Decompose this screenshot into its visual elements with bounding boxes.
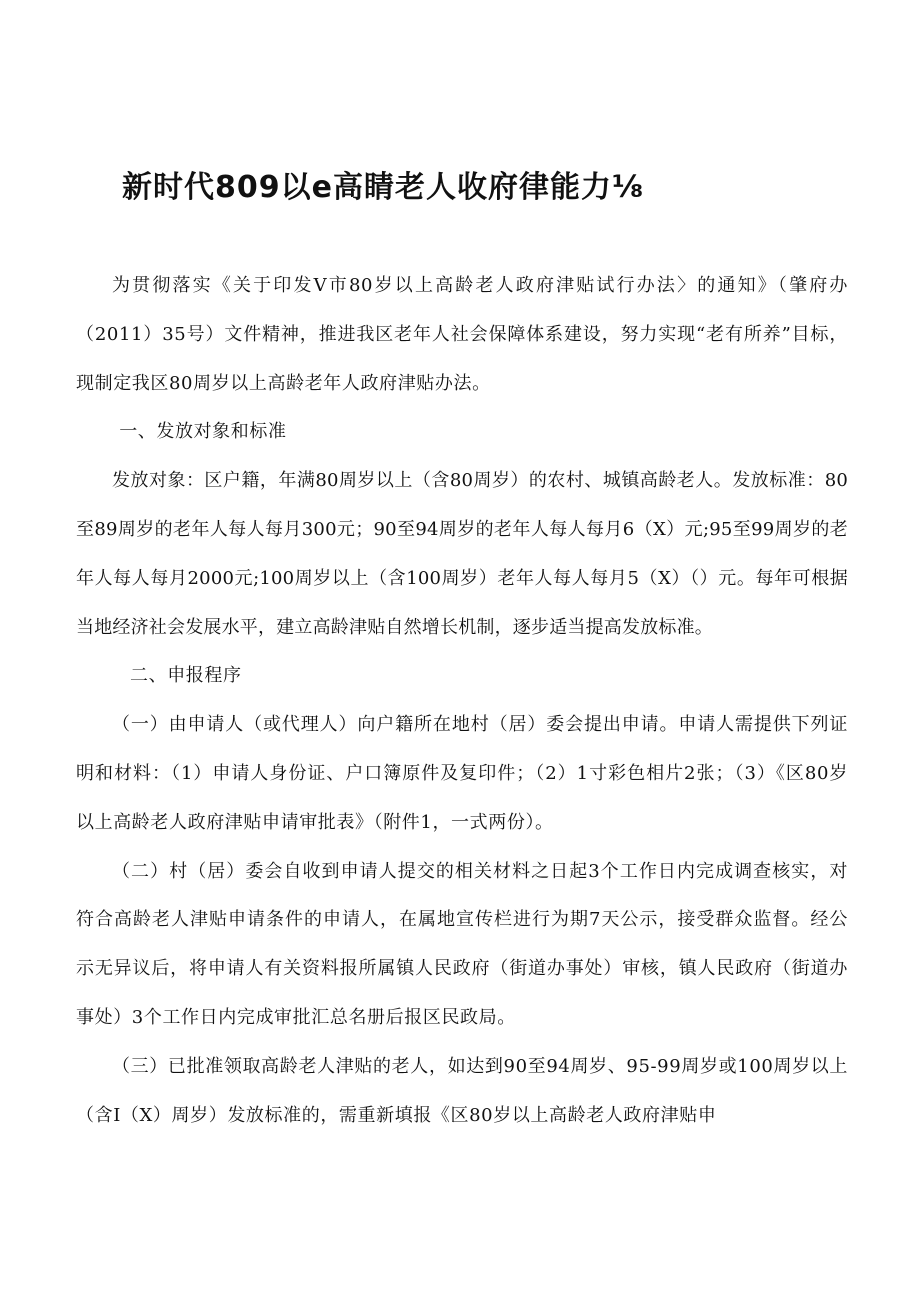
procedure-step-3: （三）已批准领取高龄老人津贴的老人，如达到90至94周岁、95-99周岁或100周岁以上（含I（X）周岁）发放标准的，需重新填报《区80岁以上高龄老人政府津贴申 [76,1055,848,1126]
section-heading-procedure: 二、申报程序 [130,665,242,687]
document-body [76,262,848,1140]
eligibility-paragraph: 发放对象：区户籍，年满80周岁以上（含80周岁）的农村、城镇高龄老人。发放标准：80至89周岁的老年人每人每月300元；90至94周岁的老年人每人每月6（X）元;95至99周岁的老年人每人每月2000元;100周岁以上（含100周岁）老年人每人每月5（X）（）元。每年可根据当地经济社会发展水平，建立高龄津贴自然增长机制，逐步适当提高发放标准。 [76,470,848,638]
procedure-step-1: （一）由申请人（或代理人）向户籍所在地村（居）委会提出申请。申请人需提供下列证明和材料：（1）申请人身份证、户口簿原件及复印件；（2）1寸彩色相片2张；（3）《区80岁以上高龄老人政府津贴申请审批表》（附件1，一式两份）。 [76,714,848,833]
intro-paragraph: 为贯彻落实《关于印发V市80岁以上高龄老人政府津贴试行办法〉的通知》（肇府办（2011）35号）文件精神，推进我区老年人社会保障体系建设，努力实现“老有所养”目标，现制定我区80周岁以上高龄老年人政府津贴办法。 [76,275,848,394]
section-heading-eligibility: 一、发放对象和标准 [119,421,287,443]
procedure-step-2: （二）村（居）委会自收到申请人提交的相关材料之日起3个工作日内完成调查核实，对符合高龄老人津贴申请条件的申请人，在属地宣传栏进行为期7天公示，接受群众监督。经公示无异议后，将申请人有关资料报所属镇人民政府（街道办事处）审核，镇人民政府（街道办事处）3个工作日内完成审批汇总名册后报区民政局。 [76,860,848,1028]
document-title: 新时代809以e高睛老人收府律能力⅛ [122,170,645,205]
